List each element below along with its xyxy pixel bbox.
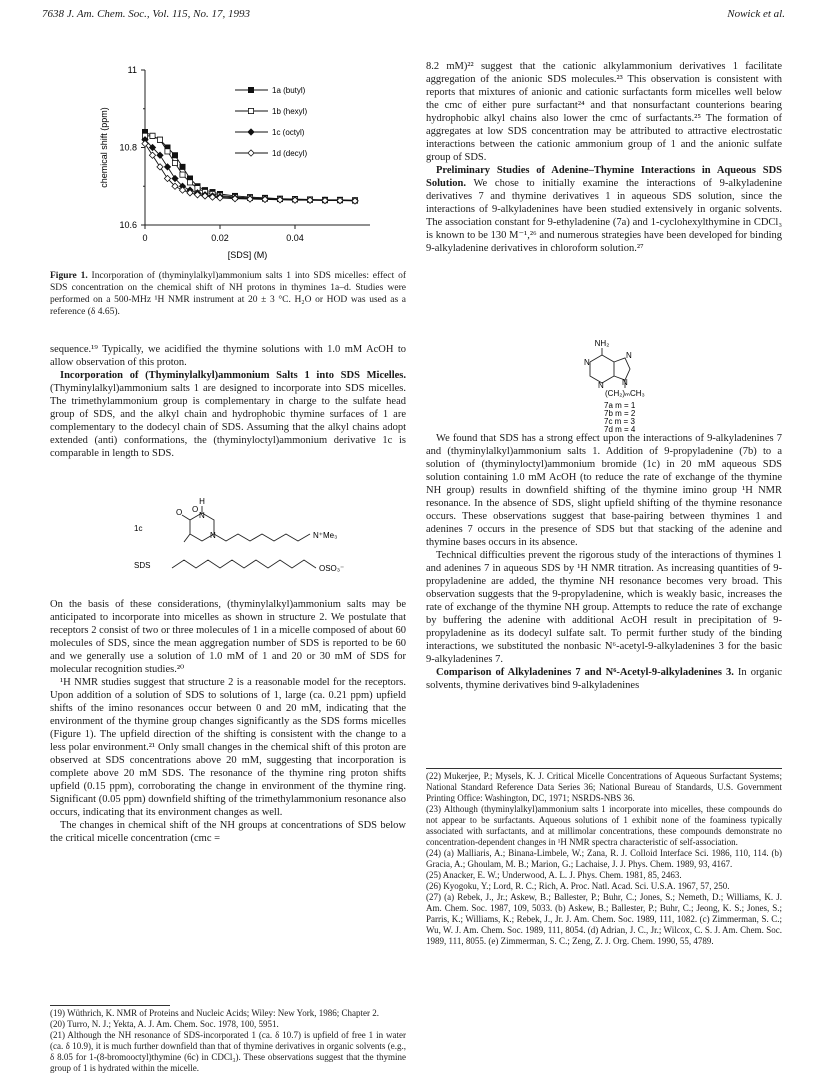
variant-label: 7d m = 4: [604, 425, 636, 434]
variant-label: 7a m = 1: [604, 401, 636, 410]
data-point: [180, 172, 185, 177]
variant-label: 7b m = 2: [604, 409, 636, 418]
left-footnotes: [50, 1008, 406, 1074]
footnote: (20) Turro, N. J.; Yekta, A. J. Am. Chem. Soc. 1978, 100, 5951.: [50, 1019, 279, 1029]
chain-label: (CH₂)ₘCH₃: [605, 389, 645, 398]
legend-label: 1b (hexyl): [272, 107, 308, 116]
ammonium-label: N⁺Me₃: [313, 531, 338, 540]
x-tick-label: 0.02: [211, 233, 229, 243]
y-tick-label: 10.6: [119, 220, 137, 230]
paragraph: We found that SDS has a strong effect upon the interactions of 9-alkyladenines 7 and (thyminylalkyl)ammonium salts 1. Addition of 9-propyladenine (7b) to a solution of (thyminyloctyl)ammonium bromide (1c) in 20 mM aqueous SDS solution containing 1.0 mM AcOH (to reduce the rate of exchange of the thymine NH group) results in downfield shifting of the thymine imino group ¹H NMR resonance. In the absence of SDS, slight upfield shifting of the thymine resonance occurs. These observations suggest that base-pairing between thymines 1 and adenines 7 occurs in the presence of SDS but that stacking of the adenine and thymine bases occurs in its absence.: [426, 433, 782, 548]
y-tick-label: 11: [127, 65, 137, 75]
data-point: [165, 149, 170, 154]
y-tick-label: 10.8: [119, 142, 137, 153]
legend-label: 1a (butyl): [272, 86, 306, 95]
amine-label: NH₂: [594, 340, 610, 348]
paragraph: The changes in chemical shift of the NH groups at concentrations of SDS below the critical micelle concentration (cmc =: [50, 820, 406, 844]
left-column-top: [50, 343, 406, 460]
series-line: [145, 136, 355, 201]
data-point: [172, 153, 177, 158]
structure-1c-sds: [130, 498, 390, 588]
atom-n: N: [598, 381, 604, 390]
atom-n: N: [626, 351, 632, 360]
footnote: (27) (a) Rebek, J., Jr.; Askew, B.; Ballester, P.; Buhr, C.; Jones, S.; Nemeth, D.; Williams, K. J. Am. Chem. Soc. 1987, 109, 5033. (b) Askew, B.; Ballester, P.; Buhr, C.; Jeong, K. S.; Jones, S.; Parris, K.; Williams, K.; Rebek, J., Jr. J. Am. Chem. Soc. 1989, 111, 1082. (c) Zimmerman, S. C.; Wu, W. J. Am. Chem. Soc. 1989, 111, 8054. (d) Adrian, J. C., Jr.; Wilcox, C. S. J. Am. Chem. Soc. 1989, 111, 8055. (e) Zimmerman, S. C.; Zeng, Z. J. Org. Chem. 1990, 55, 4789.: [426, 892, 782, 946]
data-point: [150, 133, 155, 138]
data-point: [179, 187, 185, 193]
atom-o: O: [192, 505, 199, 514]
paragraph: sequence.¹⁹ Typically, we acidified the thymine solutions with 1.0 mM AcOH to allow observation of this proton.: [50, 344, 406, 368]
sds-label: SDS: [134, 561, 151, 570]
sulfate-label: OSO₃⁻: [319, 564, 345, 573]
atom-n: N: [622, 378, 628, 387]
atom-n: N: [210, 531, 216, 540]
footnote: (19) Wüthrich, K. NMR of Proteins and Nucleic Acids; Wiley: New York, 1986; Chapter 2.: [50, 1008, 380, 1018]
atom-n: N: [584, 358, 590, 367]
paragraph: 8.2 mM)²² suggest that the cationic alkylammonium derivatives 1 facilitate aggregation of the anionic SDS molecules.²³ This observation is consistent with reports that mixtures of anionic and cationic surfactants form micelles well below the cmc of either pure surfactant²⁴ and that nonsurfactant counterions bearing hydrophobic alkyl chains also lower the cmc of surfactants.²⁵ The formation of aggregates at low SDS concentration may be attributed to attractive electrostatic interactions between the cationic ammonium group of 1 and the anionic sulfate group of SDS.: [426, 61, 782, 163]
atom-o: O: [176, 508, 183, 517]
data-point: [180, 164, 185, 169]
variant-label: 7c m = 3: [604, 417, 635, 426]
authors: Nowick et al.: [727, 8, 785, 20]
data-point: [187, 180, 192, 185]
data-point: [157, 164, 163, 170]
right-column-top: [426, 60, 782, 255]
paragraph: Preliminary Studies of Adenine–Thymine Interactions in Aqueous SDS Solution. We chose to initially examine the interactions of 9-alkyladenine derivatives 7 and thymine derivatives 1 in aqueous SDS solution, since the interactions of 9-alkyladenines have been studied extensively in organic solvents. The association constant for 9-ethyladenine (7a) and 1-cyclohexylthymine in CDCl₃ is known to be 130 M⁻¹,²⁶ and numerous strategies have been developed for binding 9-alkyladenine derivatives in chloroform solution.²⁷: [426, 165, 782, 254]
caption-label: Figure 1.: [50, 271, 88, 281]
section-heading: Comparison of Alkyladenines 7 and N⁶-Acetyl-9-alkyladenines 3.: [436, 667, 734, 678]
legend-label: 1d (decyl): [272, 149, 308, 158]
data-point: [149, 152, 155, 158]
section-heading: Preliminary Studies of Adenine–Thymine Interactions in Aqueous SDS Solution.: [426, 165, 782, 189]
footnote: (21) Although the NH resonance of SDS-incorporated 1 (ca. δ 10.7) is upfield of free 1 in water (ca. δ 10.9), it is much further downfield than that of thymine derivatives in organic solvents (e.g., δ 8.05 for 1-(8-bromooctyl)thymine (6c) in CDCl₃). These observations suggest that the thymine group of 1 is hydrated within the micelle.: [50, 1030, 406, 1073]
footnote-rule: [426, 768, 782, 769]
data-point: [157, 137, 162, 142]
footnote: (26) Kyogoku, Y.; Lord, R. C.; Rich, A. Proc. Natl. Acad. Sci. U.S.A. 1967, 57, 250.: [426, 881, 730, 891]
footnote: (25) Anacker, E. W.; Underwood, A. L. J. Phys. Chem. 1981, 85, 2463.: [426, 870, 682, 880]
legend-label: 1c (octyl): [272, 128, 305, 137]
running-header: [42, 8, 785, 24]
x-tick-label: 0: [142, 233, 148, 243]
legend-marker: [248, 129, 254, 135]
x-axis-label: [SDS] (M): [227, 250, 268, 260]
legend-marker: [248, 87, 253, 92]
footnote: (22) Mukerjee, P.; Mysels, K. J. Critical Micelle Concentrations of Aqueous Surfactant Systems; National Standard Reference Data Series 36; National Bureau of Standards, U.S. Government Printing Office: Washington, DC, 1971; NSRDS-NBS 36.: [426, 771, 782, 803]
data-point: [172, 160, 177, 165]
structure-adenine-7: [560, 340, 680, 445]
paragraph: Incorporation of (Thyminylalkyl)ammonium Salts 1 into SDS Micelles. (Thyminylalkyl)ammonium salts 1 are designed to incorporate into SDS micelles. The trimethylammonium group is complementary in charge to the sulfate head group of SDS, and the alkyl chain and hydrophobic thymine surfaces of 1 are complementary to the dodecyl chain of SDS. Assuming that the alkyl chains adopt extended (anti) conformations, the (thyminyloctyl)ammonium derivative 1c is comparable in length to SDS.: [50, 370, 406, 459]
y-axis-label: chemical shift (ppm): [99, 107, 109, 188]
footnote-rule: [50, 1005, 170, 1006]
left-column-bottom: [50, 598, 406, 845]
footnote: (23) Although (thyminylalkyl)ammonium salts 1 incorporate into micelles, these compounds do not appear to be surfactants. Aqueous solutions of 1 exhibit none of the foaminess typically associated with surfactants, and at millimolar concentrations, these compounds demonstrate no concentration-dependent changes in ¹H NMR spectra characteristic of self-association.: [426, 804, 782, 847]
paragraph: Technical difficulties prevent the rigorous study of the interactions of thymines 1 and adenines 7 in aqueous SDS by ¹H NMR titration. As increasing quantities of 9-propyladenine are added, the thymine NH resonance becomes very broad. This observation suggests that the 9-propyladenine, which is weakly basic, increases the rate of exchange of the thymine NH group. Attempts to reduce the rate of exchange by buffering the adenine with additional AcOH result in precipitation of 9-propyladenine as its dodecyl sulfate salt. To permit further study of the binding interactions, we substituted the nonbasic N⁶-acetyl-9-alkyladenines 3 for the basic 9-alkyladenines 7.: [426, 550, 782, 665]
figure-1-chart: [50, 60, 406, 270]
section-heading: Incorporation of (Thyminylalkyl)ammonium Salts 1 into SDS Micelles.: [60, 370, 406, 381]
right-footnotes: [426, 771, 782, 947]
legend-marker: [248, 150, 254, 156]
paragraph: Comparison of Alkyladenines 7 and N⁶-Acetyl-9-alkyladenines 3. In organic solvents, thymine derivatives bind 9-alkyladenines: [426, 667, 782, 691]
right-column-middle: [426, 432, 782, 692]
data-point: [164, 164, 170, 170]
x-tick-label: 0.04: [286, 233, 304, 243]
compound-label: 1c: [134, 524, 143, 533]
paragraph: On the basis of these considerations, (thyminylalkyl)ammonium salts may be anticipated to incorporate into micelles as shown in structure 2. We postulate that receptors 2 consist of two or three molecules of 1 in a micelle composed of about 60 molecules of SDS, since the mean aggregation number of SDS is reported to be 60 and we generally use a solution of 1.0 mM of 1 and 20 or 30 mM of SDS for molecular recognition studies.²⁰: [50, 599, 406, 675]
figure-1-caption: [50, 270, 406, 318]
paragraph: ¹H NMR studies suggest that structure 2 is a reasonable model for the receptors. Upon addition of a solution of SDS to solutions of 1, large (ca. 0.21 ppm) upfield shifts of the imino resonances occur between 0 and 20 mM, indicating that the environment of the thymine group changes significantly as the SDS forms micelles (Figure 1). The upfield direction of the shifting is consistent with the change to a less polar environment.²¹ Only small changes in the chemical shift of this proton are observed at SDS concentrations above 20 mM, suggesting that incorporation is complete above 20 mM SDS. The resonance of the thymine ring proton shifts upfield (0.15 ppm), corroborating the change in environment of the thymine ring. Significant (0.05 ppm) downfield shifting of the trimethylammonium resonance also occurs, indicating that its environment changes as well.: [50, 677, 406, 818]
journal-citation: 7638 J. Am. Chem. Soc., Vol. 115, No. 17, 1993: [42, 8, 250, 20]
series-line: [145, 140, 355, 201]
caption-text: Incorporation of (thyminylalkyl)ammonium salts 1 into SDS micelles: effect of SDS concentration on the chemical shift of NH protons in thymines 1a–d. Studies were performed on a 500-MHz ¹H NMR instrument at 20 ± 3 °C. H₂O or HOD was used as a reference (δ 4.65).: [50, 271, 406, 317]
footnote: (24) (a) Malliaris, A.; Binana-Limbele, W.; Zana, R. J. Colloid Interface Sci. 1986, 110, 114. (b) Gracia, A.; Ghoulam, M. B.; Marion, G.; Lachaise, J. J. Phys. Chem. 1989, 93, 4167.: [426, 848, 782, 869]
atom-h: H: [199, 498, 205, 506]
legend-marker: [248, 108, 253, 113]
atom-n: N: [199, 511, 205, 520]
